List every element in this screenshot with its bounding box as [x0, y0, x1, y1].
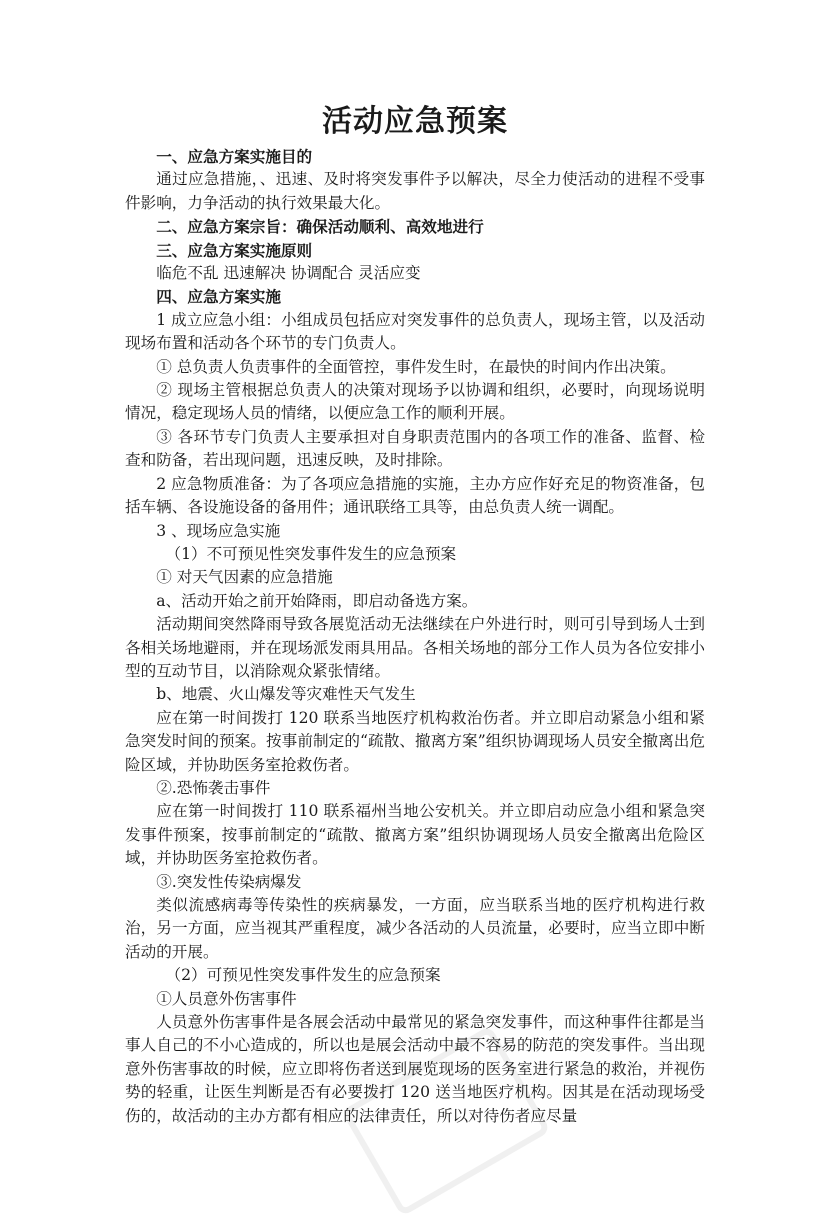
- paragraph: ②.恐怖袭击事件: [156, 778, 271, 797]
- paragraph: 类似流感病毒等传染性的疾病暴发，一方面，应当联系当地的医疗机构进行救治，另一方面，应当视其严重程度，减少各活动的人员流量，必要时，应当立即中断活动的开展。: [125, 896, 705, 961]
- document-body: [125, 145, 705, 1128]
- subsection-heading: （1）不可预见性突发事件发生的应急预案: [165, 544, 457, 563]
- section-heading: 三、应急方案实施原则: [156, 240, 313, 260]
- paragraph: 人员意外伤害事件是各展会活动中最常见的紧急突发事件，而这种事件往都是当事人自己的不小心造成的，所以也是展会活动中最不容易的防范的突发事件。当出现意外伤害事故的时候，应立即将伤者送到展览现场的医务室进行紧急的救治，并视伤势的轻重，让医生判断是否有必要拨打 120 送当地医疗机构。因其是在活动现场受伤的，故活动的主办方都有相应的法律责任，所以对待伤者应尽量: [125, 1013, 705, 1125]
- section-heading: 二、应急方案宗旨：确保活动顺利、高效地进行: [156, 217, 484, 237]
- document-title: 活动应急预案: [322, 104, 508, 139]
- paragraph: ① 对天气因素的应急措施: [156, 568, 333, 587]
- paragraph: 临危不乱 迅速解决 协调配合 灵活应变: [156, 264, 421, 283]
- paragraph: a、活动开始之前开始降雨，即启动备选方案。: [156, 591, 478, 610]
- subsection-heading: （2）可预见性突发事件发生的应急预案: [165, 966, 441, 985]
- paragraph: ①人员意外伤害事件: [156, 989, 297, 1008]
- paragraph: 应在第一时间拨打 110 联系福州当地公安机关。并立即启动应急小组和紧急突发事件预案，按事前制定的“疏散、撤离方案”组织协调现场人员安全撤离出危险区域，并协助医务室抢救伤者。: [125, 802, 705, 868]
- paragraph: 1 成立应急小组：小组成员包括应对突发事件的总负责人，现场主管，以及活动现场布置和活动各个环节的专门负责人。: [125, 310, 705, 353]
- paragraph: ③.突发性传染病爆发: [156, 872, 302, 891]
- paragraph: ① 总负责人负责事件的全面管控，事件发生时，在最快的时间内作出决策。: [156, 357, 676, 376]
- paragraph: 3 、现场应急实施: [156, 521, 281, 540]
- paragraph: 活动期间突然降雨导致各展览活动无法继续在户外进行时，则可引导到场人士到各相关场地避雨，并在现场派发雨具用品。各相关场地的部分工作人员为各位安排小型的互动节目，以消除观众紧张情绪。: [125, 615, 705, 680]
- paragraph: b、地震、火山爆发等灾难性天气发生: [156, 685, 416, 704]
- paragraph: 2 应急物质准备：为了各项应急措施的实施，主办方应作好充足的物资准备，包括车辆、各设施设备的备用件；通讯联络工具等，由总负责人统一调配。: [125, 474, 705, 517]
- section-heading: 四、应急方案实施: [156, 287, 281, 307]
- paragraph: ② 现场主管根据总负责人的决策对现场予以协调和组织，必要时，向现场说明情况，稳定现场人员的情绪，以便应急工作的顺利开展。: [125, 381, 705, 423]
- section-heading: 一、应急方案实施目的: [156, 147, 313, 166]
- paragraph: 应在第一时间拨打 120 联系当地医疗机构救治伤者。并立即启动紧急小组和紧急突发时间的预案。按事前制定的“疏散、撤离方案”组织协调现场人员安全撤离出危险区域，并协助医务室抢救伤者。: [125, 708, 705, 774]
- paragraph: 通过应急措施，、迅速、及时将突发事件予以解决，尽全力使活动的进程不受事件影响，力争活动的执行效果最大化。: [125, 170, 705, 212]
- paragraph: ③ 各环节专门负责人主要承担对自身职责范围内的各项工作的准备、监督、检查和防备，若出现问题，迅速反映，及时排除。: [125, 427, 705, 470]
